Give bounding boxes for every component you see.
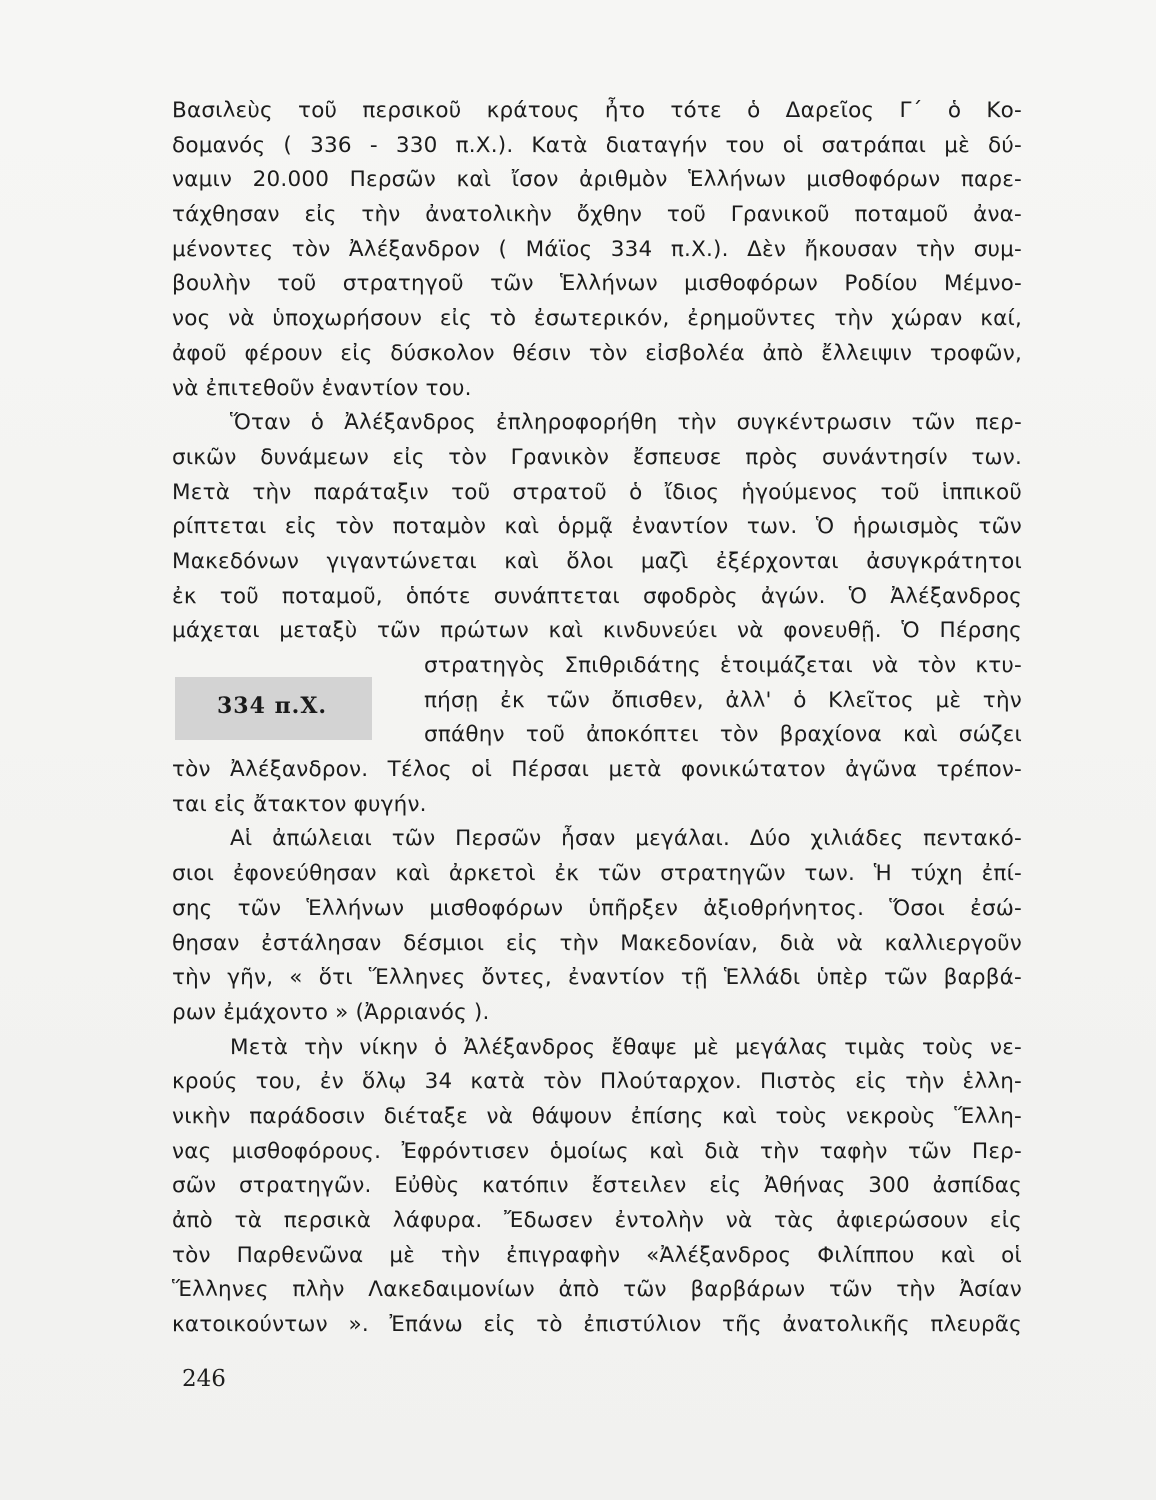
text-line: σῶν στρατηγῶν. Εὐθὺς κατόπιν ἔστειλεν εἰς Ἀθήνας 300 ἀσπίδας	[172, 1173, 1022, 1199]
text-line: Βασιλεὺς τοῦ περσικοῦ κράτους ἦτο τότε ὁ Δαρεῖος Γ΄ ὁ Κο-	[172, 98, 1022, 123]
text-line: ναμιν 20.000 Περσῶν καὶ ἴσον ἀριθμὸν Ἑλλήνων μισθοφόρων παρε-	[172, 167, 1022, 193]
text-line: Μετὰ τὴν νίκην ὁ Ἀλέξανδρος ἔθαψε μὲ μεγάλας τιμὰς τοὺς νε-	[230, 1034, 1022, 1060]
text-line: ται εἰς ἄτακτον φυγήν.	[172, 791, 427, 817]
text-line: τὴν γῆν, « ὅτι Ἕλληνες ὄντες, ἐναντίον τῇ Ἑλλάδι ὑπὲρ τῶν βαρβά-	[172, 965, 1022, 991]
text-line: μάχεται μεταξὺ τῶν πρώτων καὶ κινδυνεύει νὰ φονευθῇ. Ὁ Πέρσης	[172, 618, 1022, 644]
text-line: θησαν ἐστάλησαν δέσμιοι εἰς τὴν Μακεδονίαν, διὰ νὰ καλλιεργοῦν	[172, 930, 1022, 956]
text-line: Μακεδόνων γιγαντώνεται καὶ ὅλοι μαζὶ ἐξέρχονται ἀσυγκράτητοι	[172, 548, 1022, 574]
text-line: πήσῃ ἐκ τῶν ὄπισθεν, ἀλλ' ὁ Κλεῖτος μὲ τὴν	[424, 687, 1022, 713]
text-line: σπάθην τοῦ ἀποκόπτει τὸν βραχίονα καὶ σώζει	[424, 722, 1022, 748]
text-line: ρων ἐμάχοντο » (Ἀρριανός ).	[172, 999, 490, 1025]
margin-date-label: 334 π.Χ.	[217, 693, 328, 719]
text-line: σιοι ἐφονεύθησαν καὶ ἀρκετοὶ ἐκ τῶν στρατηγῶν των. Ἡ τύχη ἐπί-	[172, 861, 1022, 887]
text-line: νὰ ἐπιτεθοῦν ἐναντίον του.	[172, 375, 472, 401]
text-line: Ὅταν ὁ Ἀλέξανδρος ἐπληροφορήθη τὴν συγκέντρωσιν τῶν περ-	[230, 410, 1022, 436]
page-number: 246	[182, 1366, 226, 1392]
text-line: ἀφοῦ φέρουν εἰς δύσκολον θέσιν τὸν εἰσβολέα ἀπὸ ἔλλειψιν τροφῶν,	[172, 340, 1022, 366]
text-line: ρίπτεται εἰς τὸν ποταμὸν καὶ ὁρμᾷ ἐναντίον των. Ὁ ἡρωισμὸς τῶν	[172, 514, 1022, 540]
text-line: μένοντες τὸν Ἀλέξανδρον ( Μάϊος 334 π.Χ.). Δὲν ἤκουσαν τὴν συμ-	[172, 236, 1022, 262]
text-line: νος νὰ ὑποχωρήσουν εἰς τὸ ἐσωτερικόν, ἐρημοῦντες τὴν χώραν καί,	[172, 306, 1022, 332]
text-line: νας μισθοφόρους. Ἐφρόντισεν ὁμοίως καὶ διὰ τὴν ταφὴν τῶν Περ-	[172, 1138, 1022, 1164]
text-line: κατοικούντων ». Ἐπάνω εἰς τὸ ἐπιστύλιον τῆς ἀνατολικῆς πλευρᾶς	[172, 1312, 1022, 1338]
text-line: ἀπὸ τὰ περσικὰ λάφυρα. Ἔδωσεν ἐντολὴν νὰ τὰς ἀφιερώσουν εἰς	[172, 1208, 1022, 1233]
text-line: Ἕλληνες πλὴν Λακεδαιμονίων ἀπὸ τῶν βαρβάρων τῶν τὴν Ἀσίαν	[172, 1277, 1022, 1303]
text-line: ἐκ τοῦ ποταμοῦ, ὁπότε συνάπτεται σφοδρὸς ἀγών. Ὁ Ἀλέξανδρος	[172, 583, 1022, 609]
text-line: νικὴν παράδοσιν διέταξε νὰ θάψουν ἐπίσης καὶ τοὺς νεκροὺς Ἕλλη-	[172, 1103, 1022, 1129]
text-line: σικῶν δυνάμεων εἰς τὸν Γρανικὸν ἔσπευσε πρὸς συνάντησίν των.	[172, 444, 1022, 470]
text-line: τὸν Παρθενῶνα μὲ τὴν ἐπιγραφὴν «Ἀλέξανδρος Φιλίππου καὶ οἱ	[172, 1242, 1022, 1268]
text-line: δομανός ( 336 - 330 π.Χ.). Κατὰ διαταγήν του οἱ σατράπαι μὲ δύ-	[172, 132, 1022, 158]
margin-date-box	[175, 677, 372, 740]
text-line: τάχθησαν εἰς τὴν ἀνατολικὴν ὄχθην τοῦ Γρανικοῦ ποταμοῦ ἀνα-	[172, 202, 1022, 228]
text-line: τὸν Ἀλέξανδρον. Τέλος οἱ Πέρσαι μετὰ φονικώτατον ἀγῶνα τρέπον-	[172, 757, 1022, 783]
text-line: Μετὰ τὴν παράταξιν τοῦ στρατοῦ ὁ ἴδιος ἡγούμενος τοῦ ἱππικοῦ	[172, 479, 1022, 505]
text-line: σης τῶν Ἑλλήνων μισθοφόρων ὑπῆρξεν ἀξιοθρήνητος. Ὅσοι ἐσώ-	[172, 895, 1022, 921]
text-line: βουλὴν τοῦ στρατηγοῦ τῶν Ἑλλήνων μισθοφόρων Ροδίου Μέμνο-	[172, 271, 1022, 297]
text-line: κρούς του, ἐν ὅλῳ 34 κατὰ τὸν Πλούταρχον. Πιστὸς εἰς τὴν ἑλλη-	[172, 1069, 1022, 1095]
text-line: Αἱ ἀπώλειαι τῶν Περσῶν ἦσαν μεγάλαι. Δύο χιλιάδες πεντακό-	[230, 826, 1022, 852]
text-line: στρατηγὸς Σπιθριδάτης ἑτοιμάζεται νὰ τὸν κτυ-	[424, 653, 1022, 678]
